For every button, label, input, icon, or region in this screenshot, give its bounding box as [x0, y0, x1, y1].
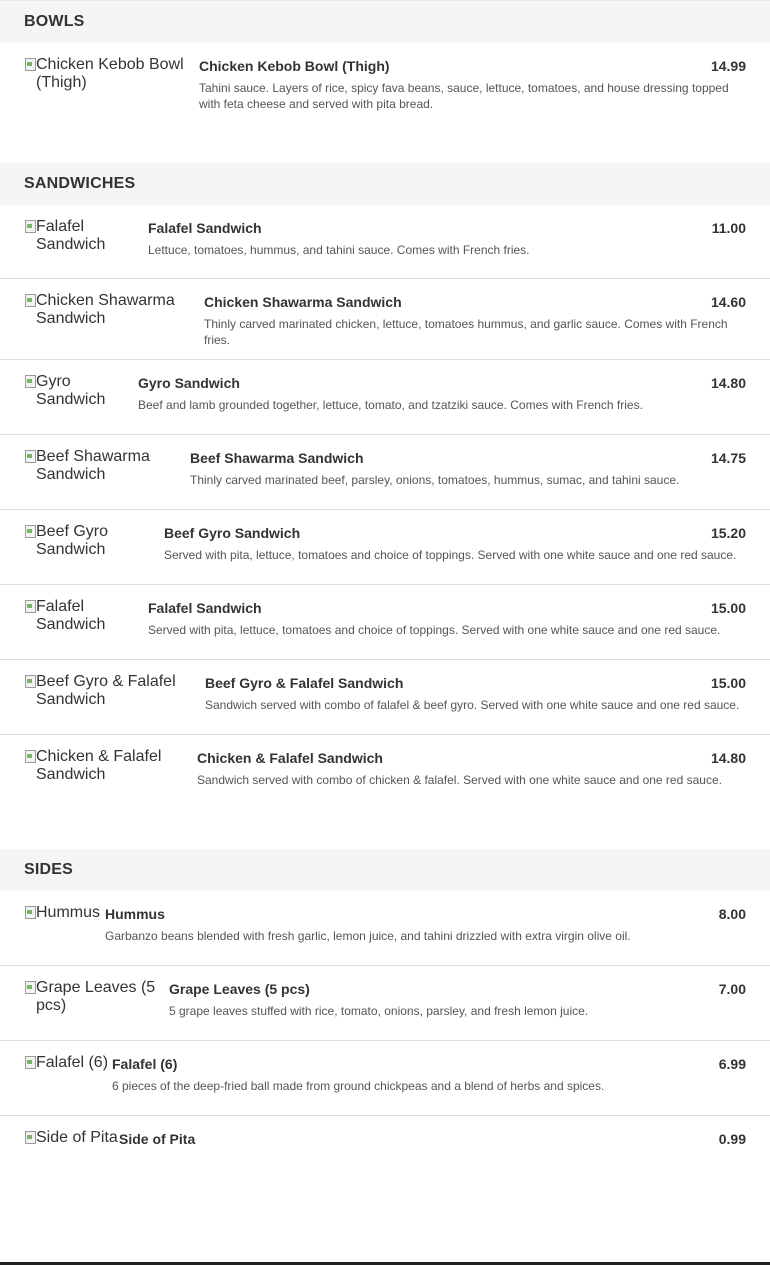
- item-image: Grape Leaves (5 pcs): [24, 979, 169, 1015]
- item-image: Hummus: [24, 904, 105, 922]
- broken-image-icon: [24, 374, 36, 388]
- item-name: Chicken Kebob Bowl (Thigh): [199, 58, 390, 74]
- item-name: Falafel Sandwich: [148, 600, 262, 616]
- item-price: 15.20: [710, 525, 746, 541]
- item-name: Beef Gyro Sandwich: [164, 525, 301, 541]
- item-info: [148, 598, 746, 638]
- menu-item[interactable]: [0, 891, 770, 966]
- item-price: 14.80: [710, 375, 746, 391]
- broken-image-icon: [24, 293, 36, 307]
- item-description: Sandwich served with combo of chicken & falafel. Served with one white sauce and one red sauce.: [197, 773, 722, 787]
- menu-item[interactable]: [0, 43, 770, 121]
- item-name: Side of Pita: [119, 1131, 196, 1147]
- menu-item[interactable]: [0, 510, 770, 585]
- item-image: Beef Gyro Sandwich: [24, 523, 164, 559]
- item-description: Thinly carved marinated beef, parsley, onions, tomatoes, hummus, sumac, and tahini sauce.: [190, 473, 680, 487]
- item-price: 14.75: [710, 450, 746, 466]
- broken-image-icon: [24, 749, 36, 763]
- item-info: [190, 448, 746, 488]
- section-bowls: [0, 1, 770, 121]
- item-name: Grape Leaves (5 pcs): [169, 981, 310, 997]
- item-info: [204, 292, 746, 348]
- menu-item[interactable]: [0, 360, 770, 435]
- item-price: 7.00: [718, 981, 746, 997]
- menu-item[interactable]: [0, 735, 770, 806]
- item-info: [169, 979, 746, 1019]
- item-image: Falafel Sandwich: [24, 218, 148, 254]
- menu-item[interactable]: [0, 966, 770, 1041]
- section-title: SANDWICHES: [0, 163, 770, 205]
- broken-image-icon: [24, 905, 36, 919]
- menu-item[interactable]: [0, 435, 770, 510]
- broken-image-icon: [24, 1055, 36, 1069]
- menu-item[interactable]: [0, 279, 770, 360]
- broken-image-icon: [24, 449, 36, 463]
- broken-image-icon: [24, 980, 36, 994]
- item-info: [205, 673, 746, 713]
- item-price: 14.80: [710, 750, 746, 766]
- item-info: [199, 56, 746, 112]
- item-price: 11.00: [711, 220, 746, 236]
- item-price: 8.00: [718, 906, 746, 922]
- item-description: Sandwich served with combo of falafel & beef gyro. Served with one white sauce and one red sauce.: [205, 698, 740, 712]
- menu-item[interactable]: [0, 1041, 770, 1116]
- item-image: Chicken Shawarma Sandwich: [24, 292, 204, 328]
- item-description: Beef and lamb grounded together, lettuce, tomato, and tzatziki sauce. Comes with French fries.: [138, 398, 643, 412]
- item-description: Lettuce, tomatoes, hummus, and tahini sauce. Comes with French fries.: [148, 243, 530, 257]
- item-price: 0.99: [718, 1131, 746, 1147]
- item-price: 15.00: [710, 600, 746, 616]
- item-price: 14.60: [710, 294, 746, 310]
- item-image: Beef Gyro & Falafel Sandwich: [24, 673, 205, 709]
- item-name: Beef Gyro & Falafel Sandwich: [205, 675, 404, 691]
- section-title: BOWLS: [0, 1, 770, 43]
- menu-item[interactable]: [0, 585, 770, 660]
- item-image: Falafel (6): [24, 1054, 112, 1072]
- item-info: [138, 373, 746, 413]
- item-image: Falafel Sandwich: [24, 598, 148, 634]
- item-name: Hummus: [105, 906, 165, 922]
- item-info: [119, 1129, 746, 1148]
- section-sandwiches: [0, 163, 770, 806]
- item-image: Chicken Kebob Bowl (Thigh): [24, 56, 199, 92]
- item-description: Served with pita, lettuce, tomatoes and choice of toppings. Served with one white sauce and one red sauce.: [164, 548, 737, 562]
- section-spacer: [0, 121, 770, 163]
- item-price: 15.00: [710, 675, 746, 691]
- item-name: Falafel (6): [112, 1056, 178, 1072]
- item-description: Served with pita, lettuce, tomatoes and choice of toppings. Served with one white sauce and one red sauce.: [148, 623, 721, 637]
- item-name: Chicken & Falafel Sandwich: [197, 750, 383, 766]
- section-spacer: [0, 806, 770, 849]
- item-info: [197, 748, 746, 788]
- item-description: 5 grape leaves stuffed with rice, tomato, onions, parsley, and fresh lemon juice.: [169, 1004, 589, 1018]
- item-description: Thinly carved marinated chicken, lettuce, tomatoes hummus, and garlic sauce. Comes with French fries.: [204, 317, 728, 347]
- broken-image-icon: [24, 1130, 36, 1144]
- menu-item[interactable]: [0, 205, 770, 279]
- broken-image-icon: [24, 674, 36, 688]
- item-image: Side of Pita: [24, 1129, 119, 1147]
- item-name: Falafel Sandwich: [148, 220, 262, 236]
- menu-item[interactable]: [0, 1116, 770, 1216]
- item-name: Chicken Shawarma Sandwich: [204, 294, 402, 310]
- item-price: 6.99: [718, 1056, 746, 1072]
- item-info: [148, 218, 746, 258]
- item-name: Gyro Sandwich: [138, 375, 240, 391]
- item-price: 14.99: [710, 58, 746, 74]
- item-info: [112, 1054, 746, 1094]
- broken-image-icon: [24, 57, 36, 71]
- item-name: Beef Shawarma Sandwich: [190, 450, 364, 466]
- menu-item[interactable]: [0, 660, 770, 735]
- item-image: Beef Shawarma Sandwich: [24, 448, 190, 484]
- item-description: 6 pieces of the deep-fried ball made from ground chickpeas and a blend of herbs and spices.: [112, 1079, 605, 1093]
- broken-image-icon: [24, 524, 36, 538]
- item-description: Garbanzo beans blended with fresh garlic, lemon juice, and tahini drizzled with extra virgin olive oil.: [105, 929, 631, 943]
- item-info: [105, 904, 746, 944]
- item-image: Gyro Sandwich: [24, 373, 138, 409]
- broken-image-icon: [24, 219, 36, 233]
- item-description: Tahini sauce. Layers of rice, spicy fava beans, sauce, lettuce, tomatoes, and house dressing topped with feta cheese and served with pita bread.: [199, 81, 729, 111]
- item-image: Chicken & Falafel Sandwich: [24, 748, 197, 784]
- section-sides: [0, 849, 770, 1216]
- item-info: [164, 523, 746, 563]
- section-title: SIDES: [0, 849, 770, 891]
- broken-image-icon: [24, 599, 36, 613]
